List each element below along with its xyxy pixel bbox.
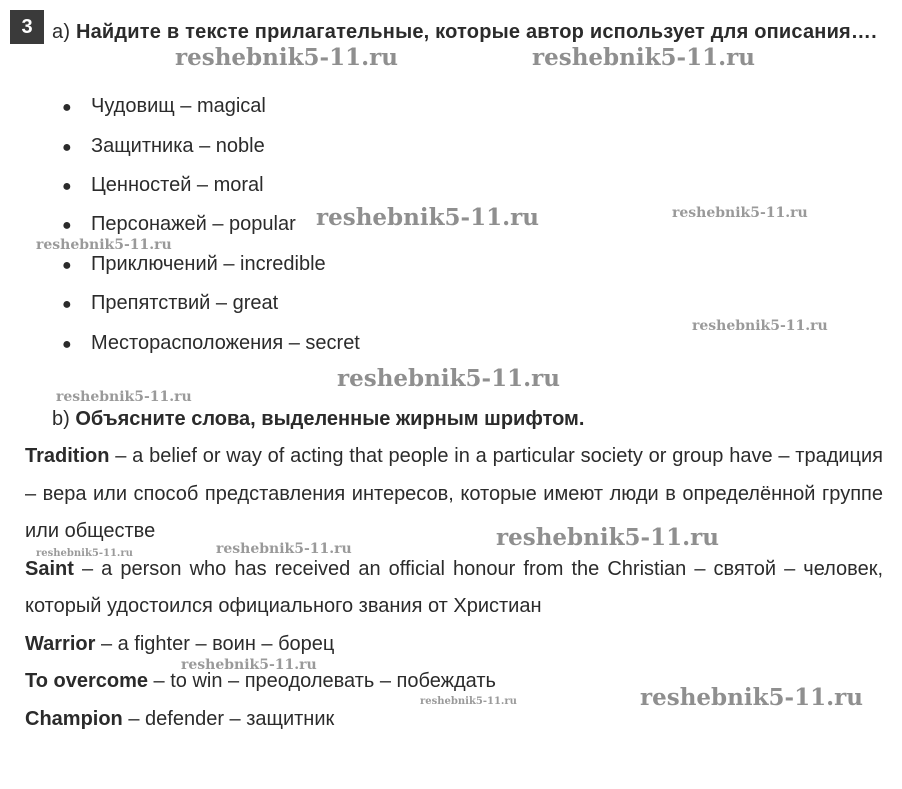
watermark: reshebnik5-11.ru: [337, 365, 560, 392]
definition-warrior: [25, 626, 883, 664]
task-b-prompt: [52, 405, 584, 433]
list-item-text: Защитника – noble: [91, 135, 265, 157]
definition-to-overcome: [25, 663, 883, 701]
list-item: [62, 210, 296, 238]
watermark: reshebnik5-11.ru: [496, 524, 719, 551]
task-b-text: Объясните слова, выделенные жирным шрифтом.: [75, 408, 585, 430]
task-a-prompt: [52, 12, 882, 52]
definition-term: Tradition: [25, 445, 110, 467]
task-b-letter: b): [52, 408, 70, 430]
list-item-text: Месторасположения – secret: [91, 332, 360, 354]
definitions-section: [25, 438, 883, 738]
watermark: reshebnik5-11.ru: [216, 541, 352, 557]
definition-text: – defender – защитник: [122, 707, 335, 730]
definition-champion: [25, 701, 883, 739]
watermark: reshebnik5-11.ru: [36, 548, 133, 559]
list-item-text: Чудовищ – magical: [91, 95, 266, 117]
list-item-text: Препятствий – great: [91, 292, 279, 314]
watermark: reshebnik5-11.ru: [420, 696, 517, 707]
bullet-icon: ●: [62, 336, 72, 353]
list-item: [62, 289, 278, 317]
definition-term: Champion: [25, 707, 123, 730]
bullet-icon: ●: [62, 99, 72, 116]
list-item-text: Ценностей – moral: [91, 174, 264, 196]
list-item: [62, 92, 266, 120]
definition-text: – a fighter – воин – борец: [95, 632, 335, 655]
bullet-icon: ●: [62, 296, 72, 313]
definition-term: To overcome: [25, 670, 148, 692]
list-item: [62, 250, 326, 278]
watermark: reshebnik5-11.ru: [36, 237, 172, 253]
list-item: [62, 171, 264, 199]
bullet-icon: ●: [62, 217, 72, 234]
definition-text: – to win – преодолевать – побеждать: [148, 670, 496, 692]
definition-text: – a person who has received an official honour from the Christian – святой – человек, который удостоился официального звания от Христиан: [25, 557, 883, 617]
watermark: reshebnik5-11.ru: [56, 389, 192, 405]
watermark: reshebnik5-11.ru: [640, 684, 863, 711]
definition-term: Saint: [25, 557, 74, 580]
task-number-badge: 3: [10, 10, 44, 44]
watermark: reshebnik5-11.ru: [316, 204, 539, 231]
watermark: reshebnik5-11.ru: [692, 318, 828, 334]
list-item: [62, 329, 360, 357]
list-item-text: Приключений – incredible: [91, 253, 326, 275]
bullet-icon: ●: [62, 178, 72, 195]
task-a-text: Найдите в тексте прилагательные, которые автор использует для описания….: [75, 21, 877, 43]
watermark: reshebnik5-11.ru: [181, 657, 317, 673]
bullet-icon: ●: [62, 139, 72, 156]
task-a-letter: a): [52, 21, 71, 43]
definition-saint: [25, 551, 883, 626]
list-item-text: Персонажей – popular: [91, 213, 296, 235]
watermark: reshebnik5-11.ru: [532, 44, 755, 71]
definition-tradition: [25, 438, 883, 551]
definition-term: Warrior: [25, 632, 96, 655]
list-item: [62, 132, 265, 160]
watermark: reshebnik5-11.ru: [175, 44, 398, 71]
bullet-icon: ●: [62, 257, 72, 274]
watermark: reshebnik5-11.ru: [672, 205, 808, 221]
definition-text: – a belief or way of acting that people in a particular society or group have – традиция – вера или способ представления интересов, которые имеют люди в определённой группе или обществе: [25, 445, 883, 542]
